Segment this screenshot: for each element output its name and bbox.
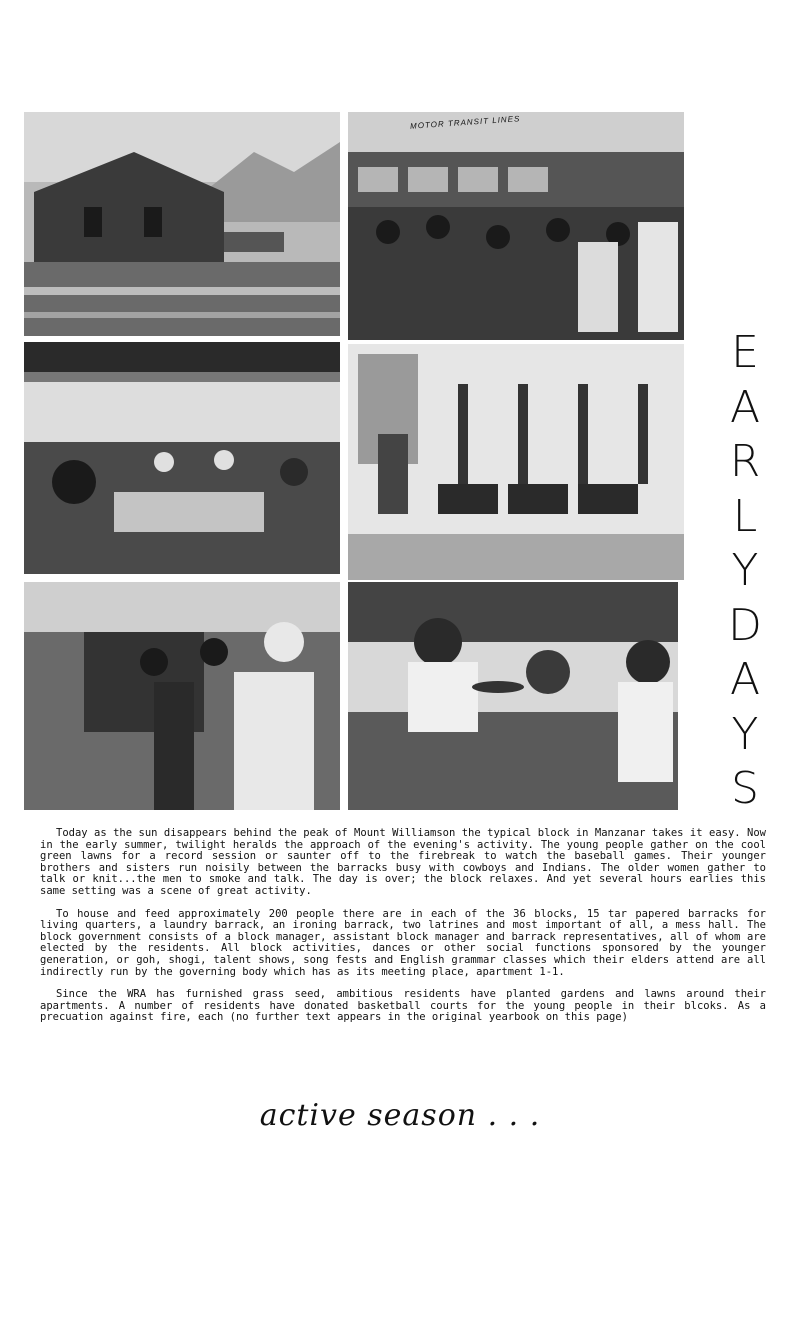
photo-office-table xyxy=(348,582,678,810)
paragraph: Today as the sun disappears behind the peak of Mount Williamson the typical block in Manzanar takes it easy. Now in the early summer, twilight heralds the approach of the evening's activity. The young people gather on the cool green lawns for a record session or saunter off to the firebreak to watch the baseball games. Their younger brothers and sisters run noisily between the barracks busy with cowboys and Indians. The older women gather to talk or knit...the men to smoke and talk. The day is over; the block relaxes. And yet several hours earlies this same setting was a scene of great activity. xyxy=(40,827,766,897)
bus-sign-text: MOTOR TRANSIT LINES xyxy=(409,114,521,131)
title-letter: L xyxy=(732,490,758,542)
title-letter: E xyxy=(731,327,759,378)
photo-mess-hall xyxy=(24,342,340,574)
article-body xyxy=(40,828,766,1035)
paragraph: Since the WRA has furnished grass seed, ambitious residents have planted gardens and lawns around their apartments. A number of residents have donated basketball courts for the young people in their blcoks. As a precuation against fire, each (no further text appears in the original yearbook on this page) xyxy=(40,988,766,1024)
title-letter: A xyxy=(729,381,761,433)
photo-laundry-room xyxy=(348,344,684,580)
photo-queue xyxy=(24,582,340,810)
side-title-early-days xyxy=(720,326,770,817)
title-letter: Y xyxy=(731,708,759,760)
photo-grid xyxy=(24,112,684,810)
title-letter: S xyxy=(731,763,759,814)
title-letter: D xyxy=(728,599,762,651)
footer-caption: active season . . . xyxy=(259,1098,541,1133)
photo-bus-crowd xyxy=(348,112,684,340)
title-letter: Y xyxy=(731,545,759,596)
title-letter: A xyxy=(729,654,761,705)
paragraph: To house and feed approximately 200 people there are in each of the 36 blocks, 15 tar papered barracks for living quarters, a laundry barrack, an ironing barrack, two latrines and most important of all, a mess hall. The block government consists of a block manager, assistant block manager and barrack representatives, all of whom are elected by the residents. All block activities, dances or other social functions sponsored by the younger generation, or goh, shogi, talent shows, song fests and English grammar classes which their elders attend are all indirectly run by the governing body which has as its meeting place, apartment 1-1. xyxy=(40,907,766,978)
title-letter: R xyxy=(729,436,761,487)
photo-barrack-exterior xyxy=(24,112,340,336)
